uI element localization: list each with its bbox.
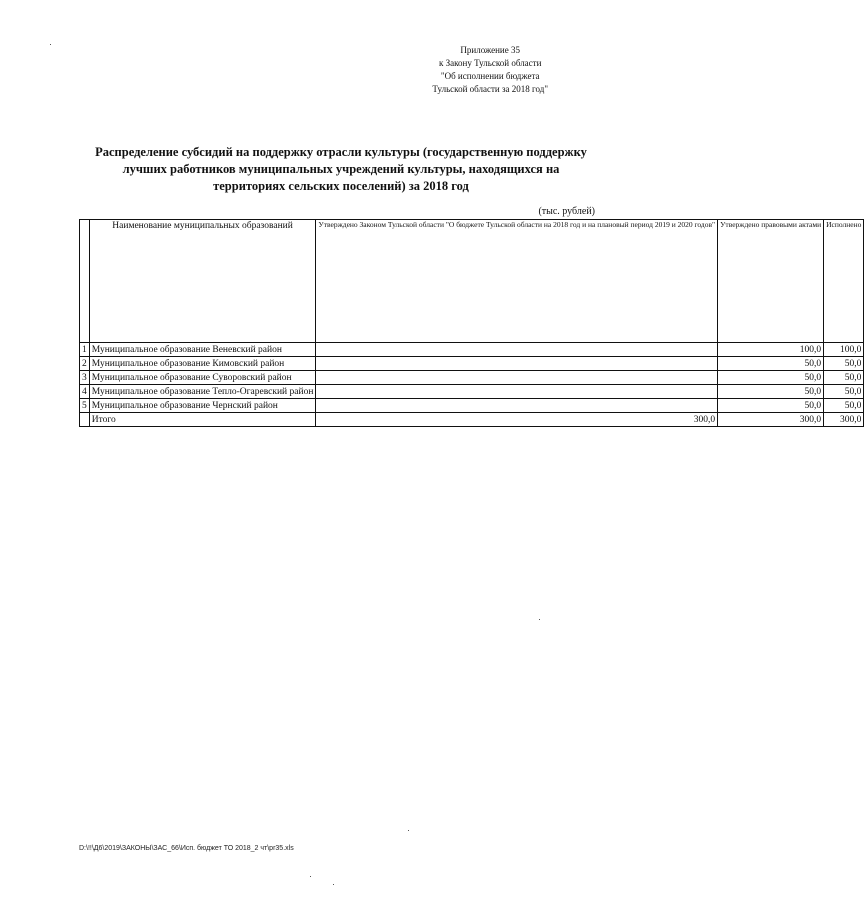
row-approved-law: [316, 357, 718, 371]
row-name: Муниципальное образование Суворовский район: [89, 371, 316, 385]
row-name: Муниципальное образование Чернский район: [89, 399, 316, 413]
appendix-line: "Об исполнении бюджета: [440, 71, 540, 81]
table-total-row: [80, 413, 864, 427]
table-row: [80, 343, 864, 357]
row-name: Муниципальное образование Тепло-Огаревский район: [89, 385, 316, 399]
table-row: [80, 371, 864, 385]
row-approved-acts: 50,0: [718, 399, 824, 413]
header-num: [80, 220, 90, 343]
total-executed: 300,0: [824, 413, 864, 427]
table-row: [80, 357, 864, 371]
appendix-line: Приложение 35: [460, 45, 520, 55]
appendix-header: [432, 44, 548, 96]
row-name: Муниципальное образование Веневский район: [89, 343, 316, 357]
row-num: 3: [80, 371, 90, 385]
units-label: (тыс. рублей): [538, 206, 595, 217]
appendix-line: Тульской области за 2018 год": [432, 84, 548, 94]
row-approved-law: [316, 371, 718, 385]
row-executed: 50,0: [824, 399, 864, 413]
table-row: [80, 399, 864, 413]
scan-speck: [539, 619, 540, 620]
title-line: территориях сельских поселений) за 2018 год: [213, 179, 469, 193]
header-approved-acts: Утверждено правовыми актами: [718, 220, 824, 343]
table-row: [80, 385, 864, 399]
total-num: [80, 413, 90, 427]
row-approved-law: [316, 343, 718, 357]
row-approved-law: [316, 385, 718, 399]
row-executed: 50,0: [824, 371, 864, 385]
file-path-footer: D:\!!\Д6\2019\ЗАКОНЫ\ЗАС_66\Исп. бюджет ТО 2018_2 чт\pr35.xls: [79, 845, 294, 852]
appendix-line: к Закону Тульской области: [439, 58, 542, 68]
row-approved-acts: 100,0: [718, 343, 824, 357]
row-num: 1: [80, 343, 90, 357]
document-title: [76, 144, 606, 195]
header-executed: Исполнено: [824, 220, 864, 343]
table-header-row: [80, 220, 864, 343]
row-approved-acts: 50,0: [718, 357, 824, 371]
header-name: Наименование муниципальных образований: [89, 220, 316, 343]
scan-speck: [333, 884, 334, 885]
row-executed: 100,0: [824, 343, 864, 357]
scan-speck: [408, 830, 409, 831]
subsidy-table: [79, 219, 864, 427]
row-num: 5: [80, 399, 90, 413]
title-line: Распределение субсидий на поддержку отрасли культуры (государственную поддержку: [95, 145, 587, 159]
row-name: Муниципальное образование Кимовский район: [89, 357, 316, 371]
row-approved-acts: 50,0: [718, 385, 824, 399]
row-executed: 50,0: [824, 357, 864, 371]
total-approved-acts: 300,0: [718, 413, 824, 427]
row-num: 4: [80, 385, 90, 399]
header-approved-law: Утверждено Законом Тульской области "О бюджете Тульской области на 2018 год и на плановый период 2019 и 2020 годов": [316, 220, 718, 343]
row-num: 2: [80, 357, 90, 371]
title-line: лучших работников муниципальных учреждений культуры, находящихся на: [122, 162, 560, 176]
total-approved-law: 300,0: [316, 413, 718, 427]
total-label: Итого: [89, 413, 316, 427]
row-approved-law: [316, 399, 718, 413]
scan-speck: [310, 876, 311, 877]
row-approved-acts: 50,0: [718, 371, 824, 385]
scan-speck: [50, 44, 51, 45]
row-executed: 50,0: [824, 385, 864, 399]
